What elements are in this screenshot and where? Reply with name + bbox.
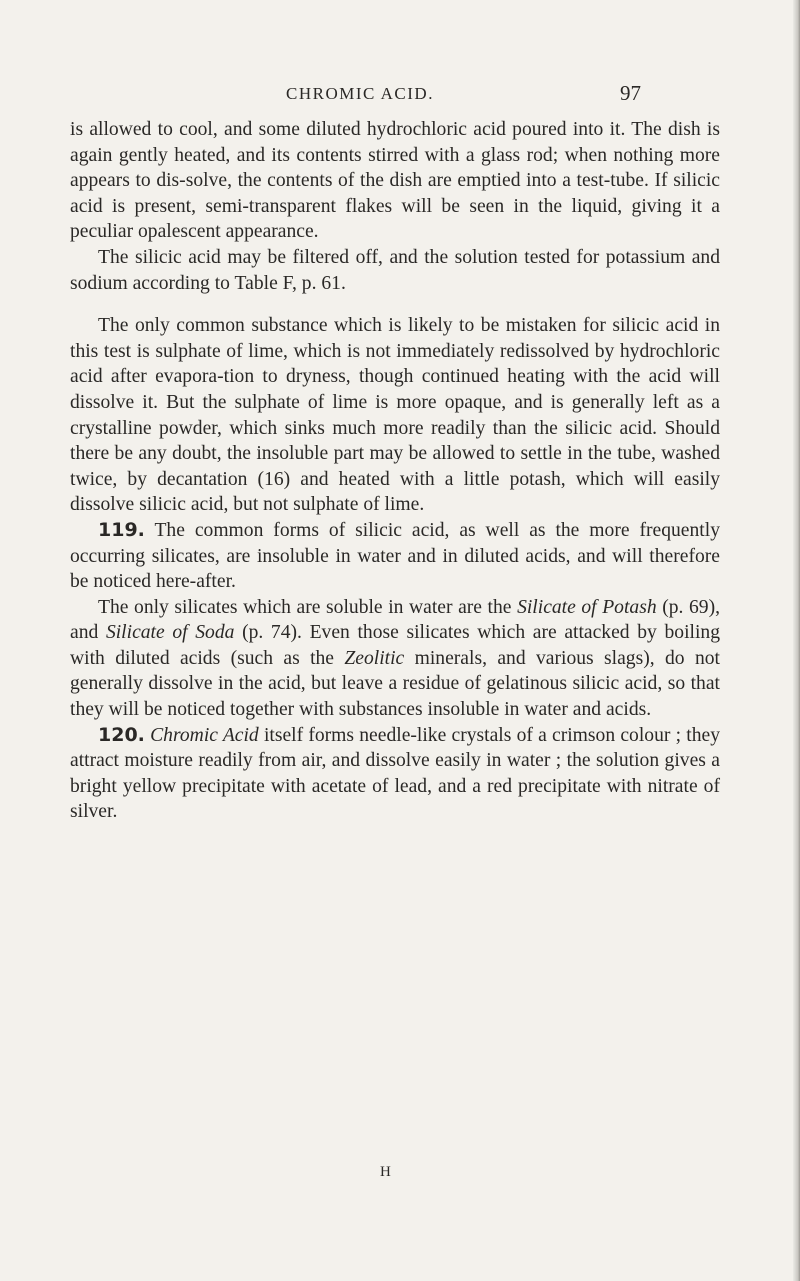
text-run: The only silicates which are soluble in water are the: [98, 596, 518, 618]
term-silicate-of-potash: Silicate of Potash: [517, 596, 657, 618]
section-120-text: itself forms needle-like crystals of a crimson colour ; they attract moisture readily from air, and dissolve easily in water ; the solution gives a bright yellow precipitate with acetate of lead, and a red precipitate with nitrate of silver.: [70, 724, 720, 823]
running-head: CHROMIC ACID.: [286, 84, 434, 103]
text-run: (p. 69), and: [70, 596, 720, 644]
paragraph-continuation: is allowed to cool, and some diluted hydrochloric acid poured into it. The dish is again gently heated, and its contents stirred with a glass rod; when nothing more appears to dis-solve, the contents of the dish are emptied into a test-tube. If silicic acid is present, semi-transparent flakes will be seen in the liquid, giving it a peculiar opalescent appearance.: [70, 119, 720, 243]
term-zeolitic: Zeolitic: [344, 647, 405, 669]
section-119: [70, 518, 720, 595]
page-number: 97: [620, 81, 641, 105]
section-120: [70, 723, 720, 825]
section-number-119: 119.: [98, 518, 145, 541]
paragraph-soluble-silicates: [70, 595, 720, 723]
body-text: [70, 117, 720, 825]
section-119-text: The common forms of silicic acid, as well as the more frequently occurring silicates, are insoluble in water and in diluted acids, and will therefore be noticed here-after.: [70, 519, 720, 593]
term-chromic-acid: Chromic Acid: [150, 724, 259, 746]
paragraph-filter: The silicic acid may be filtered off, and the solution tested for potassium and sodium according to Table F, p. 61.: [70, 246, 720, 294]
text-run: minerals, and various slags), do not generally dissolve in the acid, but leave a residue of gelatinous silicic acid, so that they will be noticed together with substances insoluble in water and acids.: [70, 647, 720, 721]
paragraph-sulphate-of-lime: The only common substance which is likely to be mistaken for silicic acid in this test is sulphate of lime, which is not immediately redissolved by hydrochloric acid after evapora-tion to dryness, though continued heating with the acid will dissolve it. But the sulphate of lime is more opaque, and is generally left as a crystalline powder, which sinks much more readily than the silicic acid. Should there be any doubt, the insoluble part may be allowed to settle in the tube, washed twice, by decantation (16) and heated with a little potash, which will easily dissolve silicic acid, but not sulphate of lime.: [70, 315, 720, 516]
term-silicate-of-soda: Silicate of Soda: [105, 622, 235, 644]
signature-mark: H: [380, 1164, 392, 1180]
page-header: [0, 81, 800, 110]
section-number-120: 120.: [98, 723, 145, 746]
page-edge-shadow: [793, 0, 800, 1281]
text-run: (p. 74). Even those silicates which are attacked by boiling with diluted acids (such as the: [70, 622, 720, 669]
